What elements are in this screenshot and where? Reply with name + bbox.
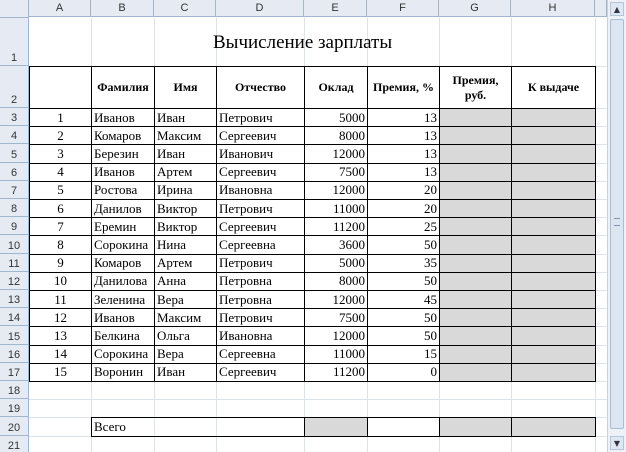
- cell-patronymic[interactable]: Сергеевна: [216, 345, 305, 364]
- cell-salary[interactable]: 5000: [304, 108, 368, 127]
- cell-number[interactable]: 12: [29, 308, 92, 327]
- column-header-a[interactable]: A: [29, 0, 91, 17]
- header-payout[interactable]: К выдаче: [511, 66, 596, 109]
- cell-patronymic[interactable]: Сергеевна: [216, 235, 305, 254]
- row-header-17[interactable]: 17: [0, 363, 29, 381]
- row-header-15[interactable]: 15: [0, 326, 29, 344]
- column-header-b[interactable]: B: [91, 0, 154, 17]
- cell-number[interactable]: 14: [29, 345, 92, 364]
- row-header-11[interactable]: 11: [0, 254, 29, 272]
- cell-salary[interactable]: 5000: [304, 254, 368, 273]
- cell-salary[interactable]: 12000: [304, 144, 368, 163]
- cell-patronymic[interactable]: Иванович: [216, 144, 305, 163]
- row-header-8[interactable]: 8: [0, 199, 29, 217]
- cell-name[interactable]: Артем: [154, 254, 217, 273]
- cell-salary[interactable]: 11000: [304, 199, 368, 218]
- cell-name[interactable]: Виктор: [154, 199, 217, 218]
- cell-name[interactable]: Максим: [154, 126, 217, 145]
- grip-icon: [614, 218, 620, 226]
- cell-salary[interactable]: 3600: [304, 235, 368, 254]
- cell-number[interactable]: 2: [29, 126, 92, 145]
- triangle-down-icon: ▼: [613, 438, 621, 448]
- row-header-1[interactable]: 1: [0, 18, 29, 66]
- row-header-20[interactable]: 20: [0, 417, 29, 435]
- row-header-6[interactable]: 6: [0, 163, 29, 181]
- cell-surname[interactable]: Сорокина: [91, 235, 155, 254]
- row-header-7[interactable]: 7: [0, 181, 29, 199]
- row-header-19[interactable]: 19: [0, 399, 29, 417]
- cell-number[interactable]: 6: [29, 199, 92, 218]
- cell-salary[interactable]: 8000: [304, 126, 368, 145]
- cell-bonus-rub[interactable]: [439, 363, 512, 382]
- cell-payout[interactable]: [511, 345, 596, 364]
- row-header-2[interactable]: 2: [0, 66, 29, 108]
- cell-bonus-percent[interactable]: 20: [367, 199, 440, 218]
- cell-payout[interactable]: [511, 181, 596, 200]
- row-header-18[interactable]: 18: [0, 381, 29, 399]
- cell-number[interactable]: 4: [29, 163, 92, 182]
- row-header-16[interactable]: 16: [0, 345, 29, 363]
- cell-name[interactable]: Иван: [154, 108, 217, 127]
- cell-bonus-rub[interactable]: [439, 199, 512, 218]
- cell-bonus-rub[interactable]: [439, 126, 512, 145]
- cell-bonus-percent[interactable]: 25: [367, 217, 440, 236]
- cell-name[interactable]: Иван: [154, 144, 217, 163]
- cell-payout[interactable]: [511, 254, 596, 273]
- cell-number[interactable]: 9: [29, 254, 92, 273]
- scroll-thumb[interactable]: [610, 19, 624, 429]
- cell-patronymic[interactable]: Петрович: [216, 308, 305, 327]
- cell-surname[interactable]: Иванов: [91, 308, 155, 327]
- cell-bonus-rub[interactable]: [439, 272, 512, 291]
- cell-number[interactable]: 5: [29, 181, 92, 200]
- cell-bonus-rub[interactable]: [439, 254, 512, 273]
- column-header-g[interactable]: G: [439, 0, 511, 17]
- cell-name[interactable]: Максим: [154, 308, 217, 327]
- cell-name[interactable]: Анна: [154, 272, 217, 291]
- cell-name[interactable]: Артем: [154, 163, 217, 182]
- cell-total-bonus-rub[interactable]: [439, 417, 512, 436]
- row-header-3[interactable]: 3: [0, 108, 29, 126]
- cell-salary[interactable]: 12000: [304, 181, 368, 200]
- cell-surname[interactable]: Комаров: [91, 254, 155, 273]
- cell-bonus-rub[interactable]: [439, 108, 512, 127]
- cell-salary[interactable]: 11200: [304, 217, 368, 236]
- cell-name[interactable]: Вера: [154, 345, 217, 364]
- cell-bonus-percent[interactable]: 45: [367, 290, 440, 309]
- cell-salary[interactable]: 7500: [304, 163, 368, 182]
- cell-surname[interactable]: Комаров: [91, 126, 155, 145]
- cell-patronymic[interactable]: Петровна: [216, 272, 305, 291]
- cell-surname[interactable]: Зеленина: [91, 290, 155, 309]
- cell-patronymic[interactable]: Ивановна: [216, 181, 305, 200]
- cell-surname[interactable]: Сорокина: [91, 345, 155, 364]
- row-header-9[interactable]: 9: [0, 217, 29, 235]
- cell-bonus-percent[interactable]: 20: [367, 181, 440, 200]
- cell-bonus-rub[interactable]: [439, 345, 512, 364]
- cell-bonus-rub[interactable]: [439, 290, 512, 309]
- cell-number[interactable]: 10: [29, 272, 92, 291]
- row-header-10[interactable]: 10: [0, 235, 29, 253]
- row-header-12[interactable]: 12: [0, 272, 29, 290]
- cell-salary[interactable]: 11200: [304, 363, 368, 382]
- cell-payout[interactable]: [511, 272, 596, 291]
- cell-bonus-rub[interactable]: [439, 163, 512, 182]
- cell-bonus-percent[interactable]: 13: [367, 144, 440, 163]
- cell-bonus-percent[interactable]: 50: [367, 235, 440, 254]
- cell-salary[interactable]: 12000: [304, 290, 368, 309]
- column-header-blank: [595, 0, 607, 17]
- cell-patronymic[interactable]: Петрович: [216, 254, 305, 273]
- cell-surname[interactable]: Еремин: [91, 217, 155, 236]
- header-name[interactable]: Имя: [154, 66, 217, 109]
- column-header-c[interactable]: C: [154, 0, 216, 17]
- cell-bonus-rub[interactable]: [439, 144, 512, 163]
- cell-name[interactable]: Ирина: [154, 181, 217, 200]
- header-bonus-rub[interactable]: Премия, руб.: [439, 66, 512, 109]
- cell-total-payout[interactable]: [511, 417, 596, 436]
- row-header-4[interactable]: 4: [0, 126, 29, 144]
- cell-patronymic[interactable]: Сергеевич: [216, 217, 305, 236]
- cell-payout[interactable]: [511, 144, 596, 163]
- cell-bonus-percent[interactable]: 50: [367, 326, 440, 345]
- cell-salary[interactable]: 11000: [304, 345, 368, 364]
- cell-bonus-percent[interactable]: 50: [367, 308, 440, 327]
- cell-patronymic[interactable]: Петрович: [216, 199, 305, 218]
- cell-patronymic[interactable]: Ивановна: [216, 326, 305, 345]
- cell-number[interactable]: 15: [29, 363, 92, 382]
- cell-payout[interactable]: [511, 108, 596, 127]
- cell-total-label[interactable]: Всего: [91, 417, 305, 436]
- cell-bonus-rub[interactable]: [439, 217, 512, 236]
- header-surname[interactable]: Фамилия: [91, 66, 155, 109]
- vertical-scrollbar[interactable]: [607, 0, 626, 452]
- cell-payout[interactable]: [511, 163, 596, 182]
- cell-patronymic[interactable]: Сергеевич: [216, 163, 305, 182]
- cell-name[interactable]: Нина: [154, 235, 217, 254]
- cell-surname[interactable]: Данилов: [91, 199, 155, 218]
- column-header-h[interactable]: H: [511, 0, 595, 17]
- cell-name[interactable]: Вера: [154, 290, 217, 309]
- cell-surname[interactable]: Данилова: [91, 272, 155, 291]
- cell-patronymic[interactable]: Петровна: [216, 290, 305, 309]
- cell-bonus-percent[interactable]: 13: [367, 108, 440, 127]
- cell-number[interactable]: 13: [29, 326, 92, 345]
- cell-payout[interactable]: [511, 326, 596, 345]
- column-header-d[interactable]: D: [216, 0, 304, 17]
- cell-name[interactable]: Ольга: [154, 326, 217, 345]
- cell-number[interactable]: 11: [29, 290, 92, 309]
- cell-number[interactable]: 7: [29, 217, 92, 236]
- header-cell-number[interactable]: [29, 66, 92, 109]
- cell-bonus-percent[interactable]: 13: [367, 163, 440, 182]
- cell-payout[interactable]: [511, 308, 596, 327]
- cell-surname[interactable]: Ростова: [91, 181, 155, 200]
- cell-name[interactable]: Виктор: [154, 217, 217, 236]
- row-header-21[interactable]: 21: [0, 436, 29, 452]
- cell-bonus-percent[interactable]: 50: [367, 272, 440, 291]
- cell-number[interactable]: 3: [29, 144, 92, 163]
- cell-patronymic[interactable]: Сергеевич: [216, 126, 305, 145]
- header-patronymic[interactable]: Отчество: [216, 66, 305, 109]
- cell-surname[interactable]: Белкина: [91, 326, 155, 345]
- cell-patronymic[interactable]: Петрович: [216, 108, 305, 127]
- cell-bonus-rub[interactable]: [439, 308, 512, 327]
- cell-payout[interactable]: [511, 235, 596, 254]
- cell-payout[interactable]: [511, 126, 596, 145]
- cell-number[interactable]: 1: [29, 108, 92, 127]
- scroll-down-button[interactable]: [610, 436, 624, 450]
- cell-bonus-percent[interactable]: 0: [367, 363, 440, 382]
- cell-payout[interactable]: [511, 363, 596, 382]
- row-header-5[interactable]: 5: [0, 144, 29, 162]
- cell-salary[interactable]: 7500: [304, 308, 368, 327]
- cell-surname[interactable]: Воронин: [91, 363, 155, 382]
- row-header-14[interactable]: 14: [0, 308, 29, 326]
- cell-number[interactable]: 8: [29, 235, 92, 254]
- cell-surname[interactable]: Иванов: [91, 163, 155, 182]
- cell-payout[interactable]: [511, 217, 596, 236]
- cell-bonus-rub[interactable]: [439, 326, 512, 345]
- cell-bonus-percent[interactable]: 13: [367, 126, 440, 145]
- cell-bonus-rub[interactable]: [439, 235, 512, 254]
- sheet-title[interactable]: Вычисление зарплаты: [213, 32, 393, 53]
- cell-name[interactable]: Иван: [154, 363, 217, 382]
- scroll-up-button[interactable]: [610, 2, 624, 16]
- select-all-corner[interactable]: [0, 0, 29, 18]
- column-header-f[interactable]: F: [367, 0, 439, 17]
- cell-patronymic[interactable]: Сергеевич: [216, 363, 305, 382]
- cell-salary[interactable]: 8000: [304, 272, 368, 291]
- row-header-13[interactable]: 13: [0, 290, 29, 308]
- cell-salary[interactable]: 12000: [304, 326, 368, 345]
- cell-surname[interactable]: Иванов: [91, 108, 155, 127]
- cell-bonus-percent[interactable]: 35: [367, 254, 440, 273]
- column-header-e[interactable]: E: [304, 0, 367, 17]
- cell-total-bonus-percent[interactable]: [367, 417, 440, 436]
- header-bonus-percent[interactable]: Премия, %: [367, 66, 440, 109]
- cell-payout[interactable]: [511, 199, 596, 218]
- cell-bonus-rub[interactable]: [439, 181, 512, 200]
- triangle-up-icon: ▲: [613, 4, 621, 14]
- cell-surname[interactable]: Березин: [91, 144, 155, 163]
- cell-payout[interactable]: [511, 290, 596, 309]
- header-salary[interactable]: Оклад: [304, 66, 368, 109]
- gridline-horizontal: [29, 399, 607, 400]
- cell-total-salary[interactable]: [304, 417, 368, 436]
- cell-bonus-percent[interactable]: 15: [367, 345, 440, 364]
